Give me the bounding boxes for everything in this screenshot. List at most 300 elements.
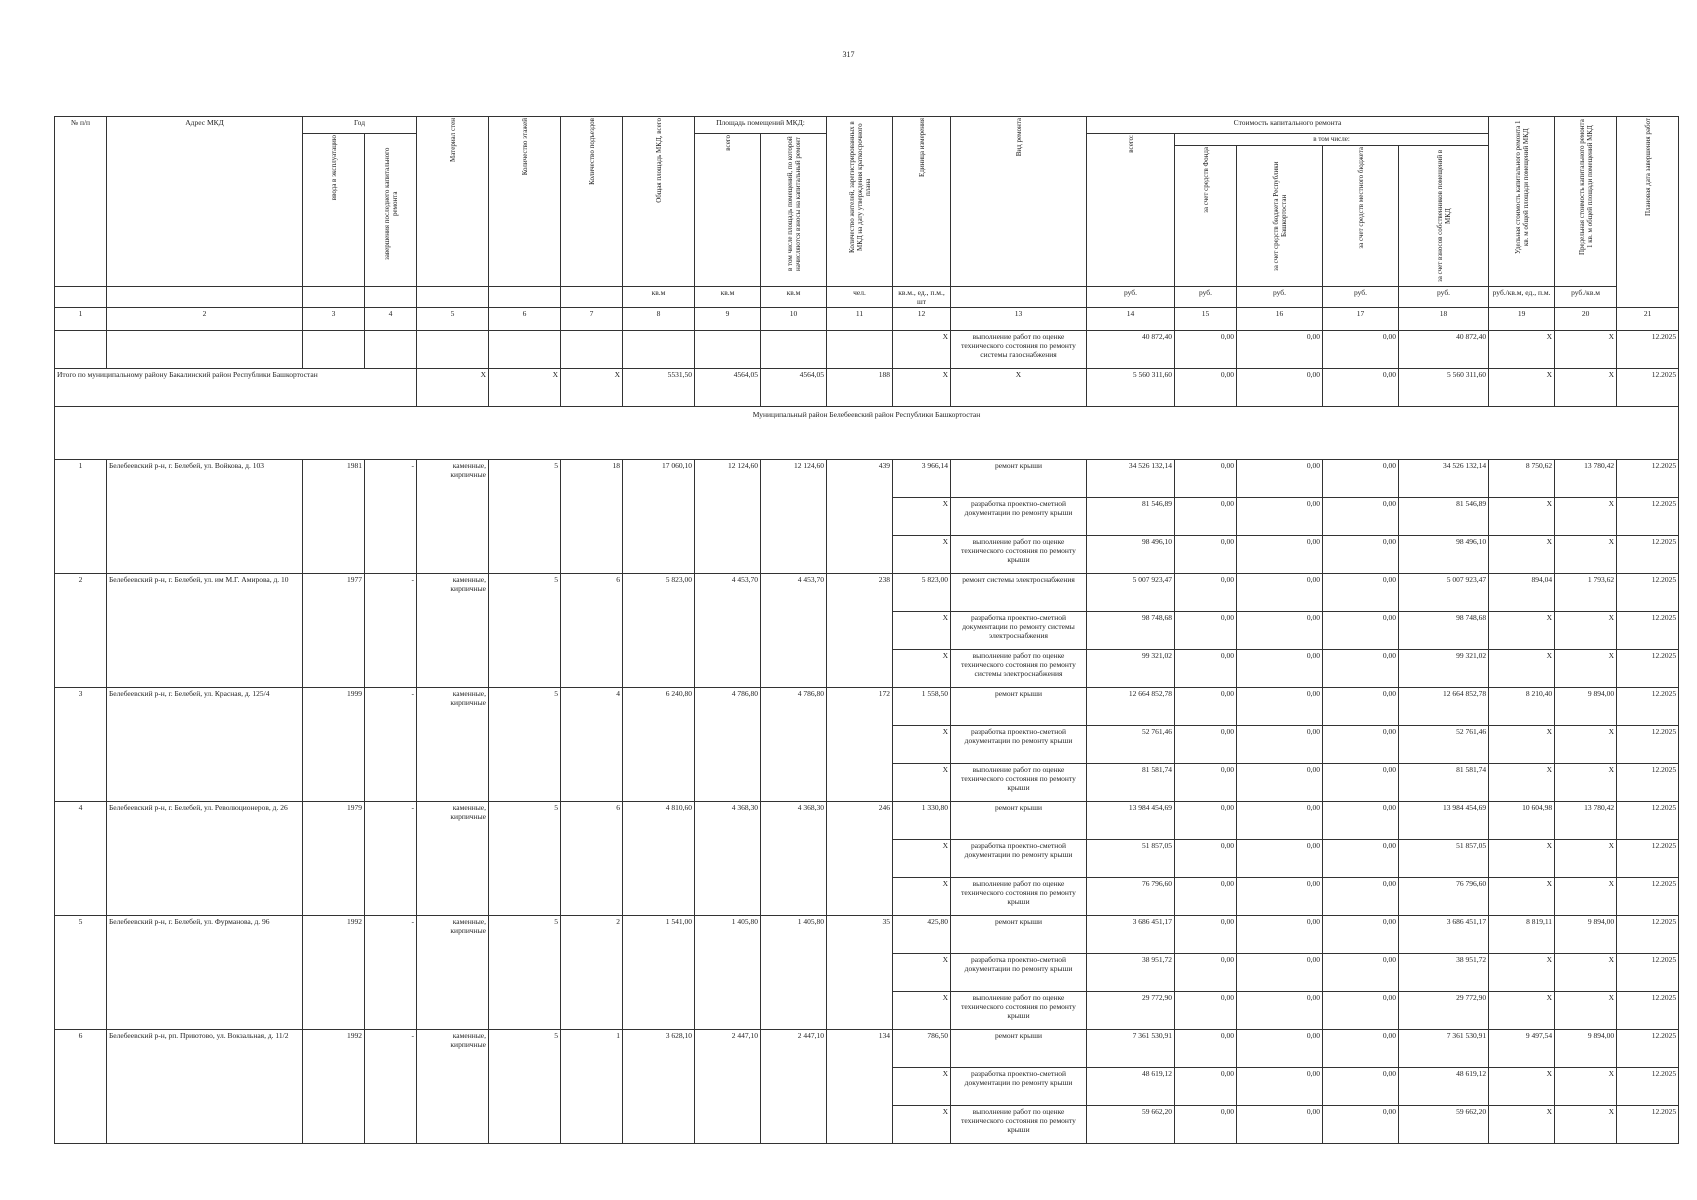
cell-address: Белебеевский р-н, г. Белебей, ул. Войкова, д. 103 (107, 460, 303, 574)
col-repair-type-header: Вид ремонта (951, 117, 1087, 287)
cell-date: 12.2025 (1617, 992, 1679, 1030)
cell-unit: 425,80 (893, 916, 951, 954)
cell-unit: 1 558,50 (893, 688, 951, 726)
col-unit-cost-header: Удельная стоимость капитального ремонта 1 кв. м общей площади помещений МКД (1489, 117, 1555, 287)
cell-premises-total: 4 786,80 (695, 688, 761, 802)
cell-total-area: 6 240,80 (623, 688, 695, 802)
cell-local: 0,00 (1323, 878, 1399, 916)
cell-total: 3 686 451,17 (1087, 916, 1175, 954)
cell-unit: X (893, 764, 951, 802)
cell-fund: 0,00 (1175, 802, 1237, 840)
cell-date: 12.2025 (1617, 916, 1679, 954)
cell-total: 7 361 530,91 (1087, 1030, 1175, 1068)
cell-fund: 0,00 (1175, 1068, 1237, 1106)
cell-residents: 134 (827, 1030, 893, 1144)
col-cost-header: Стоимость капитального ремонта (1087, 117, 1489, 134)
cell-owners: 48 619,12 (1399, 1068, 1489, 1106)
cell-max-cost: 13 780,42 (1555, 460, 1617, 498)
cell-owners: 3 686 451,17 (1399, 916, 1489, 954)
col-cost-total-header: всего: (1087, 134, 1175, 287)
cell-num: 5 (55, 916, 107, 1030)
unit-label: руб./кв.м, ед., п.м. (1489, 287, 1555, 308)
cell-work: разработка проектно-сметной документации по ремонту крыши (951, 726, 1087, 764)
col-republic-header: за счет средств бюджета Республики Башкортостан (1237, 146, 1323, 287)
col-year-header: Год (303, 117, 417, 134)
cell-date: 12.2025 (1617, 331, 1679, 369)
cell-work: разработка проектно-сметной документации по ремонту крыши (951, 840, 1087, 878)
unit-label: руб. (1087, 287, 1175, 308)
district-total-row (55, 369, 1679, 407)
cell-republic: 0,00 (1237, 536, 1323, 574)
cell-max-cost: X (1555, 1106, 1617, 1144)
cell-max-cost: X (1555, 992, 1617, 1030)
column-number: 20 (1555, 308, 1617, 331)
cell-max-cost: X (1555, 954, 1617, 992)
cell-fund: 0,00 (1175, 612, 1237, 650)
cell-republic: 0,00 (1237, 369, 1323, 407)
cell-date: 12.2025 (1617, 650, 1679, 688)
cell-premises-total: 12 124,60 (695, 460, 761, 574)
cell-date: 12.2025 (1617, 369, 1679, 407)
cell-floors: 5 (489, 460, 561, 574)
cell-max-cost: X (1555, 1068, 1617, 1106)
cell-local: 0,00 (1323, 954, 1399, 992)
cell-local: 0,00 (1323, 1106, 1399, 1144)
column-number: 1 (55, 308, 107, 331)
cell-entrances: 4 (561, 688, 623, 802)
column-number: 11 (827, 308, 893, 331)
cell-republic: 0,00 (1237, 612, 1323, 650)
cell-total: 81 581,74 (1087, 764, 1175, 802)
cell-wall: каменные, кирпичные (417, 1030, 489, 1144)
unit-label: руб. (1175, 287, 1237, 308)
column-number: 4 (365, 308, 417, 331)
cell-fund: 0,00 (1175, 954, 1237, 992)
page-number: 317 (842, 50, 855, 59)
cell-unit: X (893, 840, 951, 878)
cell-republic: 0,00 (1237, 460, 1323, 498)
unit-label: кв.м., ед., п.м., шт (893, 287, 951, 308)
cell-unit-cost: X (1489, 878, 1555, 916)
cell-address: Белебеевский р-н, г. Белебей, ул. Революционеров, д. 26 (107, 802, 303, 916)
column-number: 14 (1087, 308, 1175, 331)
cell-num: 4 (55, 802, 107, 916)
cell-republic: 0,00 (1237, 574, 1323, 612)
house-row (55, 574, 1679, 612)
unit-label: кв.м (761, 287, 827, 308)
cell-fund: 0,00 (1175, 840, 1237, 878)
col-owners-header: за счет взносов собственников помещений в МКД (1399, 146, 1489, 287)
cell-work: разработка проектно-сметной документации по ремонту крыши (951, 954, 1087, 992)
cell-entrances: 6 (561, 574, 623, 688)
cell-work: ремонт крыши (951, 460, 1087, 498)
cell-unit: X (893, 878, 951, 916)
cell-total: 12 664 852,78 (1087, 688, 1175, 726)
cell-republic: 0,00 (1237, 650, 1323, 688)
house-row (55, 802, 1679, 840)
cell-republic: 0,00 (1237, 1068, 1323, 1106)
unit-label: руб. (1399, 287, 1489, 308)
cell-unit: X (893, 726, 951, 764)
cell-address: Белебеевский р-н, рп. Приютово, ул. Вокзальная, д. 11/2 (107, 1030, 303, 1144)
cell-local: 0,00 (1323, 1030, 1399, 1068)
cell-max-cost: X (1555, 726, 1617, 764)
cell-fund: 0,00 (1175, 331, 1237, 369)
cell-address: Белебеевский р-н, г. Белебей, ул. им М.Г. Амирова, д. 10 (107, 574, 303, 688)
cell-local: 0,00 (1323, 764, 1399, 802)
column-number: 3 (303, 308, 365, 331)
cell-premises-total: 1 405,80 (695, 916, 761, 1030)
cell-total: 5 007 923,47 (1087, 574, 1175, 612)
cell-owners: 34 526 132,14 (1399, 460, 1489, 498)
cell-unit-cost: X (1489, 992, 1555, 1030)
cell-residents: 238 (827, 574, 893, 688)
cell-owners: 5 560 311,60 (1399, 369, 1489, 407)
cell-unit: X (893, 369, 951, 407)
cell-owners: 98 748,68 (1399, 612, 1489, 650)
cell-last-repair: - (365, 1030, 417, 1144)
cell-premises-total: 4 368,30 (695, 802, 761, 916)
cell-entrances: 1 (561, 1030, 623, 1144)
col-residents-header: Количество жителей, зарегистрированных в МКД на дату утверждения краткосрочного плана (827, 117, 893, 287)
cell-total: 48 619,12 (1087, 1068, 1175, 1106)
cell-unit-cost: 8 210,40 (1489, 688, 1555, 726)
unit-label: кв.м (695, 287, 761, 308)
cell-date: 12.2025 (1617, 954, 1679, 992)
cell-unit-cost: X (1489, 954, 1555, 992)
cell-republic: 0,00 (1237, 1030, 1323, 1068)
cell-unit-cost: X (1489, 1068, 1555, 1106)
cell-work: разработка проектно-сметной документации по ремонту крыши (951, 1068, 1087, 1106)
cell-unit-cost: 8 750,62 (1489, 460, 1555, 498)
cell-fund: 0,00 (1175, 992, 1237, 1030)
column-number: 18 (1399, 308, 1489, 331)
cell-total: 13 984 454,69 (1087, 802, 1175, 840)
cell-date: 12.2025 (1617, 878, 1679, 916)
cell-unit: X (893, 331, 951, 369)
cell-unit: X (893, 536, 951, 574)
cell-fund: 0,00 (1175, 650, 1237, 688)
cell-republic: 0,00 (1237, 331, 1323, 369)
cell-owners: 81 546,89 (1399, 498, 1489, 536)
cell-num: 3 (55, 688, 107, 802)
cell-unit-cost: X (1489, 536, 1555, 574)
cell-republic: 0,00 (1237, 764, 1323, 802)
cell-fund: 0,00 (1175, 460, 1237, 498)
cell-date: 12.2025 (1617, 460, 1679, 498)
cell-date: 12.2025 (1617, 536, 1679, 574)
cell-date: 12.2025 (1617, 612, 1679, 650)
cell-max-cost: X (1555, 878, 1617, 916)
cell-total: 5 560 311,60 (1087, 369, 1175, 407)
col-num-header: № п/п (55, 117, 107, 287)
section-title: Муниципальный район Белебеевский район Республики Башкортостан (55, 407, 1679, 460)
cell-max-cost: 13 780,42 (1555, 802, 1617, 840)
cell-max-cost: X (1555, 369, 1617, 407)
cell-work: ремонт крыши (951, 688, 1087, 726)
column-number: 8 (623, 308, 695, 331)
cell-owners: 76 796,60 (1399, 878, 1489, 916)
cell-owners: 59 662,20 (1399, 1106, 1489, 1144)
cell-floors: X (489, 369, 561, 407)
cell-unit-cost: X (1489, 1106, 1555, 1144)
cell-year: 1992 (303, 1030, 365, 1144)
header-row-1 (55, 117, 1679, 134)
column-number: 9 (695, 308, 761, 331)
cell-max-cost: X (1555, 612, 1617, 650)
cell-last-repair: - (365, 916, 417, 1030)
cell-date: 12.2025 (1617, 688, 1679, 726)
col-including-header: в том числе: (1175, 134, 1489, 146)
cell-date: 12.2025 (1617, 802, 1679, 840)
col-max-cost-header: Предельная стоимость капитального ремонта 1 кв. м общей площади помещений МКД (1555, 117, 1617, 287)
col-date-header: Плановая дата завершения работ (1617, 117, 1679, 308)
col-premises-header: Площадь помещений МКД: (695, 117, 827, 134)
cell-total: 98 496,10 (1087, 536, 1175, 574)
cell-premises-total: 2 447,10 (695, 1030, 761, 1144)
cell-entrances: 18 (561, 460, 623, 574)
cell-num: 2 (55, 574, 107, 688)
col-year-repair-header: завершения последнего капитального ремонта (365, 134, 417, 287)
cell-unit-cost: 894,04 (1489, 574, 1555, 612)
cell-unit-cost: X (1489, 369, 1555, 407)
unit-label: кв.м (623, 287, 695, 308)
cell-fund: 0,00 (1175, 498, 1237, 536)
cell-max-cost: X (1555, 764, 1617, 802)
cell-max-cost: X (1555, 840, 1617, 878)
cell-republic: 0,00 (1237, 1106, 1323, 1144)
cell-republic: 0,00 (1237, 688, 1323, 726)
cell-fund: 0,00 (1175, 369, 1237, 407)
cell-work: выполнение работ по оценке технического состояния по ремонту крыши (951, 878, 1087, 916)
cell-local: 0,00 (1323, 460, 1399, 498)
cell-premises-owned: 4 453,70 (761, 574, 827, 688)
cell-num: 1 (55, 460, 107, 574)
cell-total-area: 3 628,10 (623, 1030, 695, 1144)
cell-total: 76 796,60 (1087, 878, 1175, 916)
cell-date: 12.2025 (1617, 498, 1679, 536)
cell-premises-owned: 2 447,10 (761, 1030, 827, 1144)
col-floors-header: Количество этажей (489, 117, 561, 287)
cell-owners: 13 984 454,69 (1399, 802, 1489, 840)
cell-entrances: 6 (561, 802, 623, 916)
cell-republic: 0,00 (1237, 726, 1323, 764)
cell-local: 0,00 (1323, 650, 1399, 688)
cell-date: 12.2025 (1617, 1030, 1679, 1068)
cell-republic: 0,00 (1237, 916, 1323, 954)
cell-premises-owned: 4 786,80 (761, 688, 827, 802)
cell-local: 0,00 (1323, 331, 1399, 369)
col-address-header: Адрес МКД (107, 117, 303, 287)
cell-owners: 29 772,90 (1399, 992, 1489, 1030)
cell-owners: 40 872,40 (1399, 331, 1489, 369)
cell-wall: каменные, кирпичные (417, 460, 489, 574)
cell-local: 0,00 (1323, 688, 1399, 726)
column-number: 13 (951, 308, 1087, 331)
cell-residents: 439 (827, 460, 893, 574)
cell-work: выполнение работ по оценке технического состояния по ремонту крыши (951, 1106, 1087, 1144)
cell-fund: 0,00 (1175, 1106, 1237, 1144)
units-row (55, 287, 1679, 308)
cell-wall: каменные, кирпичные (417, 688, 489, 802)
cell-unit: X (893, 1068, 951, 1106)
cell-floors: 5 (489, 1030, 561, 1144)
cell-work: ремонт системы электроснабжения (951, 574, 1087, 612)
cell-total-area: 4 810,60 (623, 802, 695, 916)
cell-fund: 0,00 (1175, 1030, 1237, 1068)
cell-unit: X (893, 612, 951, 650)
cell-year: 1992 (303, 916, 365, 1030)
cell-total: 98 748,68 (1087, 612, 1175, 650)
cell-premises-owned: 1 405,80 (761, 916, 827, 1030)
col-fund-header: за счет средств Фонда (1175, 146, 1237, 287)
cell-year: 1979 (303, 802, 365, 916)
cell-unit-cost: X (1489, 612, 1555, 650)
cell-max-cost: 9 894,00 (1555, 916, 1617, 954)
cell-residents: 35 (827, 916, 893, 1030)
cell-work: выполнение работ по оценке технического состояния по ремонту системы газоснабжения (951, 331, 1087, 369)
cell-premises-total: 4 453,70 (695, 574, 761, 688)
cell-residents: 246 (827, 802, 893, 916)
cell-year: 1981 (303, 460, 365, 574)
cell-republic: 0,00 (1237, 954, 1323, 992)
cell-total: 59 662,20 (1087, 1106, 1175, 1144)
cell-max-cost: 9 894,00 (1555, 688, 1617, 726)
cell-num: 6 (55, 1030, 107, 1144)
cell-local: 0,00 (1323, 992, 1399, 1030)
cell-republic: 0,00 (1237, 840, 1323, 878)
cell-fund: 0,00 (1175, 574, 1237, 612)
cell-owners: 38 951,72 (1399, 954, 1489, 992)
cell-total: 38 951,72 (1087, 954, 1175, 992)
house-row (55, 1030, 1679, 1068)
cell-max-cost: X (1555, 331, 1617, 369)
cell-year: 1977 (303, 574, 365, 688)
cell-last-repair: - (365, 460, 417, 574)
cell-unit: X (893, 1106, 951, 1144)
cell-owners: 52 761,46 (1399, 726, 1489, 764)
cell-owners: 12 664 852,78 (1399, 688, 1489, 726)
cell-work: выполнение работ по оценке технического состояния по ремонту системы электроснабжения (951, 650, 1087, 688)
cell-unit-cost: X (1489, 331, 1555, 369)
cell-local: 0,00 (1323, 1068, 1399, 1106)
cell-wall: каменные, кирпичные (417, 916, 489, 1030)
col-premises-owned-header: в том числе площадь помещений, по которой начисляются взносы на капитальный ремонт (761, 134, 827, 287)
column-number: 5 (417, 308, 489, 331)
cell-local: 0,00 (1323, 916, 1399, 954)
cell-fund: 0,00 (1175, 916, 1237, 954)
cell-fund: 0,00 (1175, 536, 1237, 574)
cell-work: ремонт крыши (951, 1030, 1087, 1068)
cell-floors: 5 (489, 574, 561, 688)
cell-local: 0,00 (1323, 369, 1399, 407)
cell-unit: X (893, 498, 951, 536)
cell-owners: 7 361 530,91 (1399, 1030, 1489, 1068)
cell-premises-owned: 4564,05 (761, 369, 827, 407)
cell-max-cost: X (1555, 536, 1617, 574)
cell-total-area: 1 541,00 (623, 916, 695, 1030)
col-wall-header: Материал стен (417, 117, 489, 287)
cell-unit-cost: X (1489, 840, 1555, 878)
cell-total-area: 5 823,00 (623, 574, 695, 688)
cell-total: 99 321,02 (1087, 650, 1175, 688)
cell-total: 51 857,05 (1087, 840, 1175, 878)
unit-label: руб. (1323, 287, 1399, 308)
cell-entrances: 2 (561, 916, 623, 1030)
cell-owners: 5 007 923,47 (1399, 574, 1489, 612)
column-number: 6 (489, 308, 561, 331)
cell-address: Белебеевский р-н, г. Белебей, ул. Красная, д. 125/4 (107, 688, 303, 802)
cell-total-area: 5531,50 (623, 369, 695, 407)
cell-fund: 0,00 (1175, 688, 1237, 726)
cell-work: X (951, 369, 1087, 407)
cell-floors: 5 (489, 688, 561, 802)
cell-owners: 51 857,05 (1399, 840, 1489, 878)
cell-work: выполнение работ по оценке технического состояния по ремонту крыши (951, 536, 1087, 574)
cell-local: 0,00 (1323, 802, 1399, 840)
cell-max-cost: 9 894,00 (1555, 1030, 1617, 1068)
column-number: 16 (1237, 308, 1323, 331)
unit-label: руб. (1237, 287, 1323, 308)
cell-work: выполнение работ по оценке технического состояния по ремонту крыши (951, 992, 1087, 1030)
cell-year: 1999 (303, 688, 365, 802)
cell-residents: 172 (827, 688, 893, 802)
cell-unit-cost: 9 497,54 (1489, 1030, 1555, 1068)
cell-unit-cost: X (1489, 726, 1555, 764)
cell-total: 81 546,89 (1087, 498, 1175, 536)
cell-owners: 98 496,10 (1399, 536, 1489, 574)
cell-date: 12.2025 (1617, 1106, 1679, 1144)
cell-local: 0,00 (1323, 536, 1399, 574)
column-number: 10 (761, 308, 827, 331)
cell-unit: 786,50 (893, 1030, 951, 1068)
column-number: 7 (561, 308, 623, 331)
col-year-commission-header: ввода в эксплуатацию (303, 134, 365, 287)
cell-local: 0,00 (1323, 574, 1399, 612)
section-row (55, 407, 1679, 460)
col-total-area-header: Общая площадь МКД, всего (623, 117, 695, 287)
cell-work: выполнение работ по оценке технического состояния по ремонту крыши (951, 764, 1087, 802)
cell-local: 0,00 (1323, 840, 1399, 878)
cell-max-cost: X (1555, 498, 1617, 536)
col-local-header: за счет средств местного бюджета (1323, 146, 1399, 287)
cell-wall: X (417, 369, 489, 407)
house-row (55, 460, 1679, 498)
cell-unit-cost: X (1489, 498, 1555, 536)
cell-last-repair: - (365, 688, 417, 802)
cell-entrances: X (561, 369, 623, 407)
cell-republic: 0,00 (1237, 992, 1323, 1030)
column-number: 2 (107, 308, 303, 331)
cell-unit-cost: X (1489, 764, 1555, 802)
total-label: Итого по муниципальному району Бакалинский район Республики Башкортостан (55, 369, 417, 407)
carry-over-row (55, 331, 1679, 369)
cell-unit: X (893, 992, 951, 1030)
cell-last-repair: - (365, 574, 417, 688)
column-number: 12 (893, 308, 951, 331)
cell-residents: 188 (827, 369, 893, 407)
cell-premises-owned: 4 368,30 (761, 802, 827, 916)
cell-unit-cost: 10 604,98 (1489, 802, 1555, 840)
cell-last-repair: - (365, 802, 417, 916)
cell-unit: 3 966,14 (893, 460, 951, 498)
house-row (55, 916, 1679, 954)
cell-republic: 0,00 (1237, 802, 1323, 840)
cell-total: 29 772,90 (1087, 992, 1175, 1030)
column-numbers-row (55, 308, 1679, 331)
cell-unit: 5 823,00 (893, 574, 951, 612)
cell-local: 0,00 (1323, 498, 1399, 536)
